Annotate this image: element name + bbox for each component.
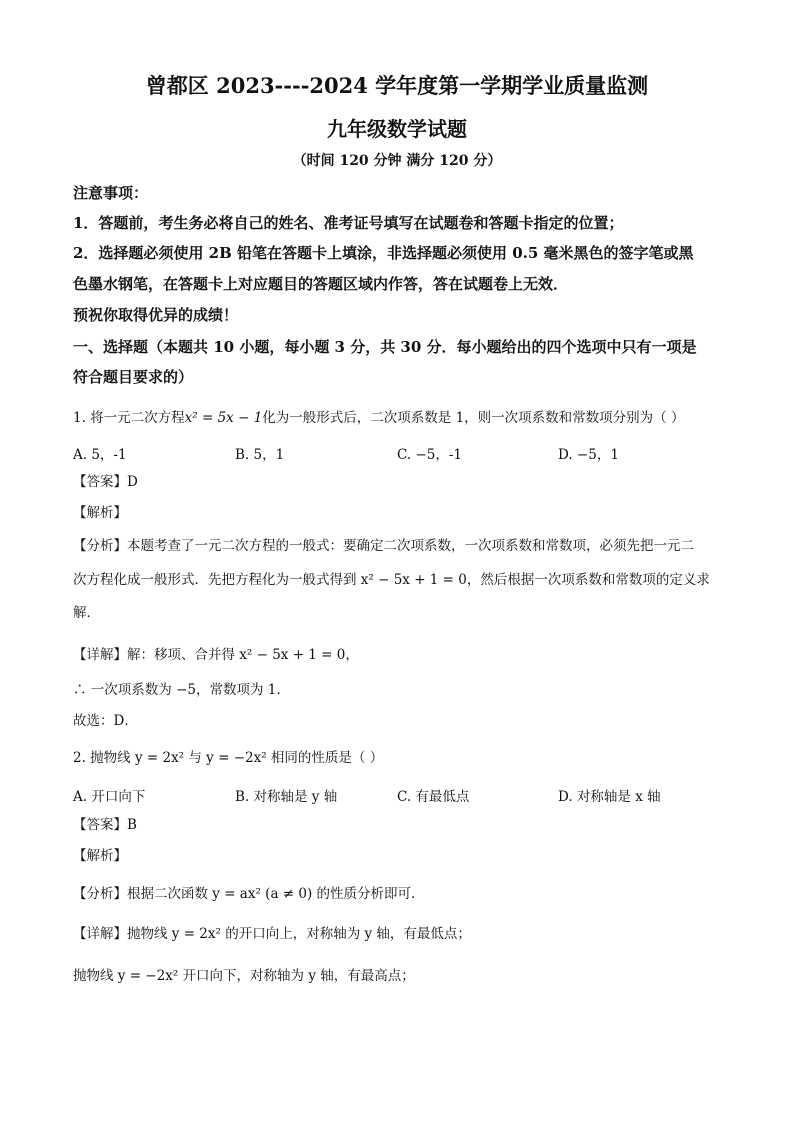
q1-stem-b: 化为一般形式后，二次项系数是 1，则一次项系数和常数项分别为（ ）: [262, 410, 685, 426]
notes-item-2-line-1: 2．选择题必须使用 2B 铅笔在答题卡上填涂，非选择题必须使用 0.5 毫米黑色的签字笔或黑: [73, 244, 694, 262]
q1-stem: [73, 408, 684, 428]
q1-option-a: A. 5，-1: [73, 447, 127, 463]
q1-fenxi-line-2: 次方程化成一般形式．先把方程化为一般式得到 x² − 5x + 1 = 0，然后根据一次项系数和常数项的定义求: [73, 572, 710, 588]
q2-option-d: D. 对称轴是 x 轴: [558, 789, 661, 805]
notes-item-2-line-2: 色墨水钢笔，在答题卡上对应题目的答题区域内作答，答在试题卷上无效．: [73, 275, 569, 293]
q1-answer: 【答案】D: [73, 474, 138, 490]
exam-subtitle: 九年级数学试题: [327, 117, 467, 141]
q1-stem-a: 1. 将一元二次方程: [73, 410, 185, 426]
q1-option-d: D. −5，1: [558, 447, 619, 463]
section-heading-line-1: 一、选择题（本题共 10 小题，每小题 3 分，共 30 分．每小题给出的四个选项中只有一项是: [73, 338, 697, 356]
notes-wish: 预祝你取得优异的成绩！: [73, 306, 239, 324]
notes-heading: 注意事项：: [73, 184, 149, 202]
section-heading-line-2: 符合题目要求的）: [73, 368, 194, 386]
q1-fenxi-line-3: 解．: [73, 605, 100, 621]
q1-choose: 故选：D．: [73, 713, 138, 729]
q1-option-b: B. 5，1: [235, 447, 285, 463]
q2-analysis-label: 【解析】: [73, 848, 127, 864]
q2-fenxi: 【分析】根据二次函数 y = ax² (a ≠ 0) 的性质分析即可．: [73, 886, 425, 902]
q2-stem: 2. 抛物线 y = 2x² 与 y = −2x² 相同的性质是（ ）: [73, 750, 384, 766]
q1-stem-equation: x² = 5x − 1: [184, 410, 263, 426]
exam-title: 曾都区 2023----2024 学年度第一学期学业质量监测: [145, 73, 649, 98]
q2-option-b: B. 对称轴是 y 轴: [235, 789, 338, 805]
q2-detail-line-1: 【详解】抛物线 y = 2x² 的开口向上，对称轴为 y 轴，有最低点；: [73, 926, 471, 942]
q2-detail-line-2: 抛物线 y = −2x² 开口向下，对称轴为 y 轴，有最高点；: [73, 968, 415, 984]
q2-answer: 【答案】B: [73, 817, 137, 833]
q2-option-a: A. 开口向下: [73, 789, 146, 805]
q1-fenxi-line-1: 【分析】本题考查了一元二次方程的一般式：要确定二次项系数，一次项系数和常数项，必须先把一元二: [73, 538, 694, 554]
q1-analysis-label: 【解析】: [73, 505, 127, 521]
time-info: （时间 120 分钟 满分 120 分）: [292, 153, 502, 169]
q1-therefore: ∴ 一次项系数为 −5，常数项为 1．: [73, 682, 290, 698]
q1-option-c: C. −5，-1: [397, 447, 462, 463]
notes-item-1: 1．答题前，考生务必将自己的姓名、准考证号填写在试题卷和答题卡指定的位置；: [73, 214, 624, 232]
q1-detail: 【详解】解：移项、合并得 x² − 5x + 1 = 0，: [73, 647, 359, 663]
q2-option-c: C. 有最低点: [397, 789, 470, 805]
